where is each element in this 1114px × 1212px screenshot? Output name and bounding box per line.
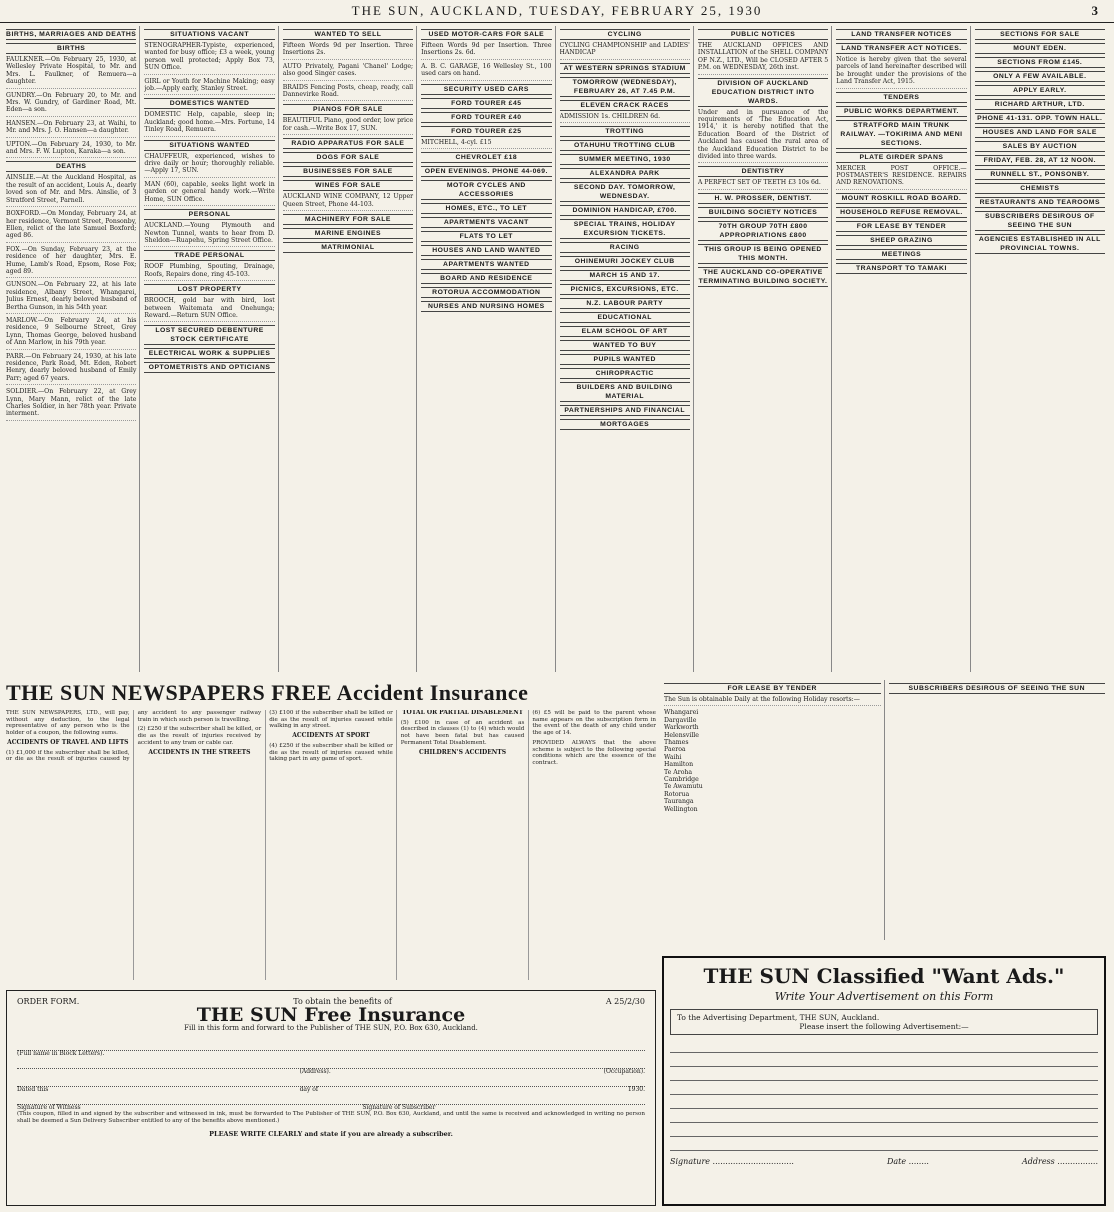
agent-place: Waihi bbox=[664, 753, 682, 761]
section-heading: BUILDING SOCIETY NOTICES bbox=[698, 207, 828, 218]
classified-ad: HANSEN.—On February 23, at Waihi, to Mr. and Mrs. J. O. Hansen—a daughter. bbox=[6, 120, 136, 138]
section-heading: SECTIONS FROM £145. bbox=[975, 57, 1105, 68]
section-heading: STRATFORD MAIN TRUNK RAILWAY. —TOKIRIMA AND MENI SECTIONS. bbox=[836, 120, 966, 149]
insurance-paragraph: (3) £100 if the subscriber shall be killed or die as the result of injuries caused while walking in any street. bbox=[269, 710, 393, 730]
classified-ad: THE AUCKLAND OFFICES AND INSTALLATION of the SHELL COMPANY OF N.Z., LTD., Will be CLOSED AFTER 5 P.M. on WEDNESDAY, 26th inst. bbox=[698, 42, 828, 75]
day-label: day of bbox=[299, 1086, 319, 1093]
subscriber-label: Signature of Subscriber bbox=[362, 1104, 436, 1111]
classified-ad: MARLOW.—On February 24, at his residence, 9 Selbourne Street, Grey Lynn, Thomas George, beloved husband of Ann Marlow, in his 79th year. bbox=[6, 317, 136, 350]
agent-place: Helensville bbox=[664, 731, 699, 739]
classified-ad: Notice is hereby given that the several parcels of land hereinafter described will be brought under the provisions of the Land Transfer Act, 1915. bbox=[836, 56, 966, 89]
want-ad-line[interactable] bbox=[670, 1053, 1098, 1067]
classified-ad: BOXFORD.—On Monday, February 24, at her residence, Vermont Street, Ponsonby, Ellen, relict of the late Samuel Boxford; aged 86. bbox=[6, 210, 136, 243]
section-heading: PIANOS FOR SALE bbox=[283, 104, 413, 115]
classified-ad: GIRL or Youth for Machine Making; easy job.—Apply early, Stanley Street. bbox=[144, 78, 274, 96]
agent-place: Cambridge bbox=[664, 776, 699, 784]
section-heading: MOTOR CYCLES AND ACCESSORIES bbox=[421, 180, 551, 200]
section-heading: FORD TOURER £25 bbox=[421, 126, 551, 137]
section-heading: CHIROPRACTIC bbox=[560, 368, 690, 379]
section-heading: WINES FOR SALE bbox=[283, 180, 413, 191]
section-heading: DEATHS bbox=[6, 161, 136, 172]
address-label-want: Address bbox=[1021, 1157, 1055, 1166]
section-heading: RICHARD ARTHUR, LTD. bbox=[975, 99, 1105, 110]
want-address[interactable]: Address ................ bbox=[1021, 1157, 1098, 1166]
section-heading: MORTGAGES bbox=[560, 419, 690, 430]
agents-intro: The Sun is obtainable Daily at the following Holiday resorts:— bbox=[664, 696, 881, 706]
section-heading: AGENCIES ESTABLISHED IN ALL PROVINCIAL TOWNS. bbox=[975, 234, 1105, 254]
section-heading: DOMESTICS WANTED bbox=[144, 98, 274, 109]
lower-right-notices bbox=[664, 680, 1108, 940]
section-heading: MOUNT EDEN. bbox=[975, 43, 1105, 54]
section-heading: BOARD AND RESIDENCE bbox=[421, 273, 551, 284]
section-heading: LOST PROPERTY bbox=[144, 284, 274, 295]
masthead-title: THE SUN, AUCKLAND, TUESDAY, FEBRUARY 25, 1930 bbox=[351, 3, 763, 18]
section-heading: PUBLIC WORKS DEPARTMENT. bbox=[836, 106, 966, 117]
page-number: 3 bbox=[1091, 3, 1100, 18]
section-heading: DIVISION OF AUCKLAND EDUCATION DISTRICT INTO WARDS. bbox=[698, 78, 828, 107]
agent-place: Wellington bbox=[664, 805, 698, 813]
column-3 bbox=[421, 26, 555, 672]
section-heading: TRANSPORT TO TAMAKI bbox=[836, 263, 966, 274]
name-label: (Full name in Block Letters). bbox=[17, 1050, 105, 1057]
classified-ad: CYCLING CHAMPIONSHIP and LADIES' HANDICAP bbox=[560, 42, 690, 60]
insurance-paragraph: (2) £250 if the subscriber shall be killed, or die as the result of injuries received by accident to any tram or cable car. bbox=[137, 726, 262, 746]
section-heading: BUILDERS AND BUILDING MATERIAL bbox=[560, 382, 690, 402]
section-heading: WANTED TO BUY bbox=[560, 340, 690, 351]
column-4 bbox=[560, 26, 694, 672]
order-form-subtitle: To obtain the benefits of bbox=[293, 997, 392, 1006]
order-form bbox=[6, 990, 656, 1206]
column-6 bbox=[836, 26, 970, 672]
section-heading: DOGS FOR SALE bbox=[283, 152, 413, 163]
section-heading: RACING bbox=[560, 242, 690, 253]
section-heading: OPTOMETRISTS AND OPTICIANS bbox=[144, 362, 274, 373]
masthead bbox=[0, 0, 1114, 23]
section-heading: HOUSES AND LAND WANTED bbox=[421, 245, 551, 256]
classified-ad: ROOF Plumbing, Spouting, Drainage, Roofs, Repairs done, ring 45-103. bbox=[144, 263, 274, 281]
insurance-paragraph: THE SUN NEWSPAPERS, LTD., will pay, without any deduction, to the legal representative of any person who is the holder of a coupon, the following sums. bbox=[6, 710, 130, 737]
section-heading: MOUNT ROSKILL ROAD BOARD. bbox=[836, 193, 966, 204]
section-heading: SHEEP GRAZING bbox=[836, 235, 966, 246]
section-heading: SALES BY AUCTION bbox=[975, 141, 1105, 152]
section-heading: PERSONAL bbox=[144, 209, 274, 220]
section-heading: PLATE GIRDER SPANS bbox=[836, 152, 966, 163]
column-heading: CYCLING bbox=[560, 29, 690, 40]
section-heading: EDUCATIONAL bbox=[560, 312, 690, 323]
section-heading: ALEXANDRA PARK bbox=[560, 168, 690, 179]
section-heading: 70TH GROUP 70TH £800 APPROPRIATIONS £800 bbox=[698, 221, 828, 241]
date-label: Date bbox=[886, 1157, 907, 1166]
classified-ad: MITCHELL, 4-cyl. £15 bbox=[421, 139, 551, 149]
classified-ad: SOLDIER.—On February 22, at Grey Lynn, Mary Mann, relict of the late Charles Soldier, in her 78th year. Private interment. bbox=[6, 388, 136, 421]
section-heading: PARTNERSHIPS AND FINANCIAL bbox=[560, 405, 690, 416]
want-ad-line[interactable] bbox=[670, 1109, 1098, 1123]
insurance-paragraph: ACCIDENTS AT SPORT bbox=[292, 732, 370, 740]
column-heading: WANTED TO SELL bbox=[283, 29, 413, 40]
agent-place: Warkworth bbox=[664, 724, 699, 732]
want-ad-line[interactable] bbox=[670, 1067, 1098, 1081]
section-heading: MEETINGS bbox=[836, 249, 966, 260]
address-field[interactable] bbox=[17, 1055, 645, 1075]
want-signature[interactable]: Signature ................................ bbox=[670, 1157, 794, 1166]
section-heading: PHONE 41-131. OPP. TOWN HALL. bbox=[975, 113, 1105, 124]
want-ads-please: Please insert the following Advertisement:— bbox=[799, 1022, 969, 1031]
classified-ad: BEAUTIFUL Piano, good order, low price for cash.—Write Box 17, SUN. bbox=[283, 117, 413, 135]
section-heading: RUNNELL ST., PONSONBY. bbox=[975, 169, 1105, 180]
want-ads-subtitle: Write Your Advertisement on this Form bbox=[774, 990, 994, 1003]
insurance-paragraph: (1) £1,000 if the subscriber shall be killed, or die as the result of injuries caused by any accident to any passenger railway train in which such person is travelling. bbox=[6, 710, 262, 763]
order-form-label: ORDER FORM. bbox=[17, 997, 80, 1006]
classified-ad: FOX.—On Sunday, February 23, at the residence of her daughter, Mrs. E. Hume, Lamb's Road, Epsom, Rose Fox; aged 89. bbox=[6, 246, 136, 279]
insurance-paragraph: (6) £5 will be paid to the parent whose name appears on the subscription form in the event of the death of any child under the age of 14. bbox=[532, 710, 656, 737]
insurance-paragraph: (5) £100 in case of an accident as described in clauses (1) to (4) which would not have been fatal but has caused Permanent Total Disablement. bbox=[400, 719, 525, 746]
column-heading: SITUATIONS VACANT bbox=[144, 29, 274, 40]
section-heading: DENTISTRY bbox=[698, 166, 828, 177]
agents-list bbox=[664, 709, 881, 813]
lease-heading: FOR LEASE BY TENDER bbox=[664, 683, 881, 694]
want-ads-lines[interactable] bbox=[670, 1039, 1098, 1151]
section-heading: TOMORROW (WEDNESDAY), FEBRUARY 26, AT 7.45 P.M. bbox=[560, 77, 690, 97]
section-heading: ELECTRICAL WORK & SUPPLIES bbox=[144, 348, 274, 359]
signature-label: Signature bbox=[670, 1157, 711, 1166]
section-heading: SECURITY USED CARS bbox=[421, 84, 551, 95]
insurance-paragraph: ACCIDENTS OF TRAVEL AND LIFTS bbox=[7, 738, 129, 746]
section-heading: MACHINERY FOR SALE bbox=[283, 214, 413, 225]
occupation-label: (Occupation). bbox=[603, 1068, 645, 1075]
classified-ad: MAN (60), capable, seeks light work in garden or general handy work.—Write Home, SUN Office. bbox=[144, 181, 274, 206]
section-heading: THE AUCKLAND CO-OPERATIVE TERMINATING BUILDING SOCIETY. bbox=[698, 268, 828, 285]
section-heading: BUSINESSES FOR SALE bbox=[283, 166, 413, 177]
agent-place: Whangarei bbox=[664, 709, 699, 717]
classified-ad: GUNSON.—On February 22, at his late residence, Albany Street, Whangarei, Julius Ernest, dearly beloved husband of Bertha Gunson, in his 54th year. bbox=[6, 281, 136, 314]
classified-ad: DOMESTIC Help, capable, sleep in; Auckland; good home.—Mrs. Fortune, 14 Tinley Road, Remuera. bbox=[144, 111, 274, 136]
section-heading: HOUSEHOLD REFUSE REMOVAL. bbox=[836, 207, 966, 218]
want-ads-title: THE SUN Classified "Want Ads." bbox=[703, 964, 1065, 988]
agent-place: Tauranga bbox=[664, 798, 694, 806]
section-heading: SITUATIONS WANTED bbox=[144, 140, 274, 151]
section-heading: OTAHUHU TROTTING CLUB bbox=[560, 140, 690, 151]
section-heading: OHINEMURI JOCKEY CLUB bbox=[560, 256, 690, 267]
agent-place: Thames bbox=[664, 739, 689, 747]
classified-ad: A. B. C. GARAGE, 16 Wellesley St., 100 used cars on hand. bbox=[421, 63, 551, 81]
section-heading: FLATS TO LET bbox=[421, 231, 551, 242]
section-heading: ELEVEN CRACK RACES bbox=[560, 100, 690, 111]
agent-place: Hamilton bbox=[664, 761, 694, 769]
column-0 bbox=[6, 26, 140, 672]
want-ads-to: To the Advertising Department, THE SUN, Auckland. bbox=[677, 1013, 880, 1022]
section-heading: HOMES, ETC., TO LET bbox=[421, 203, 551, 214]
agent-place: Te Awamutu bbox=[664, 783, 703, 791]
classified-ad: Under and in pursuance of the requirements of 'The Education Act, 1914,' it is hereby notified that the Education Board of the District of Auckland has caused the rural area of the Auckland Education District to be divided into three wards. bbox=[698, 109, 828, 164]
classified-ad: GUNDRY.—On February 20, to Mr. and Mrs. W. Gundry, of Gardiner Road, Mt. Eden—a son. bbox=[6, 92, 136, 117]
classified-ad: BRAIDS Fencing Posts, cheap, ready, call Dannevirke Road. bbox=[283, 84, 413, 102]
section-heading: APPLY EARLY. bbox=[975, 85, 1105, 96]
section-heading: SUMMER MEETING, 1930 bbox=[560, 154, 690, 165]
name-field[interactable] bbox=[17, 1037, 645, 1057]
section-heading: SUBSCRIBERS DESIROUS OF SEEING THE SUN bbox=[975, 211, 1105, 231]
section-heading: PICNICS, EXCURSIONS, ETC. bbox=[560, 284, 690, 295]
classified-ad: AUCKLAND.—Young Plymouth and Newton Tunnel, wants to hear from D. Sheldon—Ruapehu, Spring Street Office. bbox=[144, 222, 274, 247]
insurance-paragraph: ACCIDENTS IN THE STREETS bbox=[148, 748, 251, 756]
section-heading: CHEVROLET £18 bbox=[421, 152, 551, 163]
section-heading: TROTTING bbox=[560, 126, 690, 137]
column-heading: USED MOTOR-CARS FOR SALE bbox=[421, 29, 551, 40]
want-ad-line[interactable] bbox=[670, 1039, 1098, 1053]
classified-ad: AUCKLAND WINE COMPANY, 12 Upper Queen Street, Phone 44-103. bbox=[283, 193, 413, 211]
section-heading: FORD TOURER £45 bbox=[421, 98, 551, 109]
section-heading: TENDERS bbox=[836, 92, 966, 103]
insurance-body bbox=[6, 710, 656, 980]
section-heading: APARTMENTS WANTED bbox=[421, 259, 551, 270]
want-ad-line[interactable] bbox=[670, 1123, 1098, 1137]
order-form-fine-print: (This coupon, filled in and signed by the subscriber and witnessed in ink, must be forwarded to The Publisher of THE SUN, P.O. Box 630, Auckland, and until the same is received and acknowledged in writing no person shall be deemed a Sun Delivery Subscriber entitled to any of the benefits above mentioned.) bbox=[17, 1111, 645, 1124]
want-ad-line[interactable] bbox=[670, 1137, 1098, 1151]
agent-place: Te Aroha bbox=[664, 768, 693, 776]
section-heading: NURSES AND NURSING HOMES bbox=[421, 301, 551, 312]
insurance-paragraph: CHILDREN'S ACCIDENTS bbox=[419, 748, 507, 756]
section-heading: FORD TOURER £40 bbox=[421, 112, 551, 123]
want-date[interactable]: Date ........ bbox=[886, 1157, 929, 1166]
column-heading: BIRTHS, MARRIAGES AND DEATHS bbox=[6, 31, 137, 38]
dated-label: Dated this bbox=[17, 1086, 49, 1093]
agent-place: Paeroa bbox=[664, 746, 686, 754]
order-form-title: THE SUN Free Insurance bbox=[196, 1004, 466, 1026]
section-heading: HOUSES AND LAND FOR SALE bbox=[975, 127, 1105, 138]
classified-ad: BROOCH, gold bar with bird, lost between Waitemata and Onehunga; Reward.—Return SUN Office. bbox=[144, 297, 274, 322]
classified-ad: A PERFECT SET OF TEETH £3 10s 6d. bbox=[698, 179, 828, 189]
agent-place: Rotorua bbox=[664, 790, 690, 798]
insurance-paragraph: (4) £250 if the subscriber shall be killed or die as the result of injuries caused while taking part in any game of sport. bbox=[269, 742, 393, 763]
classified-ad: AUTO Privately, Pagani 'Chanel' Lodge; also good Singer cases. bbox=[283, 63, 413, 81]
want-ad-line[interactable] bbox=[670, 1095, 1098, 1109]
section-heading: FRIDAY, FEB. 28, AT 12 NOON. bbox=[975, 155, 1105, 166]
section-heading: ROTORUA ACCOMMODATION bbox=[421, 287, 551, 298]
section-heading: RADIO APPARATUS FOR SALE bbox=[283, 138, 413, 149]
section-heading: SPECIAL TRAINS, HOLIDAY EXCURSION TICKETS. bbox=[560, 219, 690, 239]
classified-ad: ADMISSION 1s. CHILDREN 6d. bbox=[560, 113, 690, 123]
order-form-code: A 25/2/30 bbox=[605, 997, 645, 1006]
year-label: 1930. bbox=[627, 1086, 645, 1093]
classified-ad: STENOGRAPHER-Typiste, experienced, wanted for busy office; £3 a week, young person well protected; Apply Box 73, SUN Office. bbox=[144, 42, 274, 75]
classified-ad: UPTON.—On February 24, 1930, to Mr. and Mrs. F. W. Lupton, Karaka—a son. bbox=[6, 141, 136, 159]
section-heading: CHEMISTS bbox=[975, 183, 1105, 194]
classified-columns bbox=[6, 26, 1108, 672]
section-heading: THIS GROUP IS BEING OPENED THIS MONTH. bbox=[698, 244, 828, 264]
section-heading: ONLY A FEW AVAILABLE. bbox=[975, 71, 1105, 82]
section-heading: MATRIMONIAL bbox=[283, 242, 413, 253]
section-heading: FOR LEASE BY TENDER bbox=[836, 221, 966, 232]
classified-ad: FAULKNER.—On February 25, 1930, at Wellesley Private Hospital, to Mr. and Mrs. L. Faulkner, of Remuera—a daughter. bbox=[6, 56, 136, 89]
witness-signature-field[interactable] bbox=[17, 1091, 645, 1111]
section-heading: RESTAURANTS AND TEAROOMS bbox=[975, 197, 1105, 208]
address-label: (Address). bbox=[299, 1068, 331, 1075]
section-heading: LAND TRANSFER ACT NOTICES. bbox=[836, 43, 966, 54]
section-heading: MARINE ENGINES bbox=[283, 228, 413, 239]
classified-ad: AINSLIE.—At the Auckland Hospital, as the result of an accident, Louis A., dearly loved son of Mr. and Mrs. Ainslie, of 3 Stratford Street, Parnell. bbox=[6, 174, 136, 207]
section-heading: SECOND DAY. TOMORROW, WEDNESDAY. bbox=[560, 182, 690, 202]
order-form-instruction: Fill in this form and forward to the Publisher of THE SUN, P.O. Box 630, Auckland. bbox=[184, 1024, 478, 1032]
insurance-paragraph: TOTAL OR PARTIAL DISABLEMENT bbox=[402, 710, 524, 716]
insurance-paragraph: PROVIDED ALWAYS that the above scheme is subject to the following special conditions which are the essence of the contract. bbox=[532, 739, 656, 766]
insurance-banner: THE SUN NEWSPAPERS FREE Accident Insurance bbox=[6, 680, 529, 705]
classified-ad: Fifteen Words 9d per Insertion. Three Insertions 2s. bbox=[283, 42, 413, 60]
classified-ad: Fifteen Words 9d per Insertion. Three Insertions 2s. 6d. bbox=[421, 42, 551, 60]
classified-ad: MERCER POST OFFICE.—POSTMASTER'S RESIDENCE. REPAIRS AND RENOVATIONS. bbox=[836, 165, 966, 190]
section-heading: N.Z. LABOUR PARTY bbox=[560, 298, 690, 309]
section-heading: H. W. PROSSER, DENTIST. bbox=[698, 193, 828, 204]
want-ads-form bbox=[662, 956, 1106, 1206]
want-ads-dept bbox=[670, 1009, 1098, 1035]
classified-ad: PARR.—On February 24, 1930, at his late residence, Park Road, Mt. Eden, Robert Henry, dearly beloved husband of Emily Parr; aged 67 years. bbox=[6, 353, 136, 386]
section-heading: OPEN EVENINGS. PHONE 44-069. bbox=[421, 166, 551, 177]
column-heading: LAND TRANSFER NOTICES bbox=[836, 29, 966, 40]
witness-label: Signature of Witness bbox=[17, 1104, 81, 1111]
section-heading: LOST SECURED DEBENTURE STOCK CERTIFICATE bbox=[144, 325, 274, 345]
column-2 bbox=[283, 26, 417, 672]
section-heading: APARTMENTS VACANT bbox=[421, 217, 551, 228]
column-heading: SECTIONS FOR SALE bbox=[975, 29, 1105, 40]
section-heading: MARCH 15 AND 17. bbox=[560, 270, 690, 281]
section-heading: PUPILS WANTED bbox=[560, 354, 690, 365]
column-1 bbox=[144, 26, 278, 672]
want-ad-line[interactable] bbox=[670, 1081, 1098, 1095]
agent-place: Dargaville bbox=[664, 716, 697, 724]
classified-ad: CHAUFFEUR, experienced, wishes to drive daily or hour; thoroughly reliable.—Apply 17, SUN. bbox=[144, 153, 274, 178]
column-7 bbox=[975, 26, 1108, 672]
subscribers-heading: SUBSCRIBERS DESIROUS OF SEEING THE SUN bbox=[889, 683, 1106, 694]
column-5 bbox=[698, 26, 832, 672]
order-form-footer: PLEASE WRITE CLEARLY and state if you are already a subscriber. bbox=[209, 1129, 453, 1138]
date-field[interactable] bbox=[17, 1073, 645, 1093]
section-heading: ELAM SCHOOL OF ART bbox=[560, 326, 690, 337]
column-heading: PUBLIC NOTICES bbox=[698, 29, 828, 40]
section-heading: DOMINION HANDICAP, £700. bbox=[560, 205, 690, 216]
section-heading: BIRTHS bbox=[6, 43, 136, 54]
section-heading: TRADE PERSONAL bbox=[144, 250, 274, 261]
section-heading: AT WESTERN SPRINGS STADIUM bbox=[560, 63, 690, 74]
